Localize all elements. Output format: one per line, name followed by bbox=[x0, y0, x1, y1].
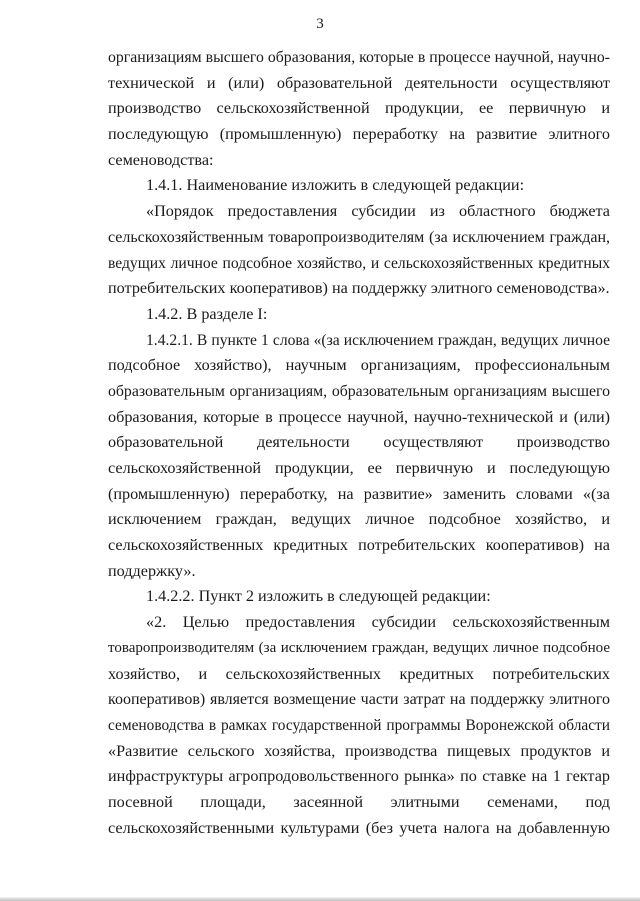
text-line: образовательной деятельности осуществляют производство bbox=[108, 433, 610, 452]
text-line: товаропроизводителям (за исключением граждан, ведущих личное подсобное bbox=[108, 639, 610, 656]
text-line: образовательным организациям, образовательным организациям высшего bbox=[108, 382, 610, 400]
text-line: потребительских кооперативов) на поддержку элитного семеноводства». bbox=[108, 279, 610, 298]
text-line: семеноводства в рамках государственной программы Воронежской области bbox=[108, 716, 610, 734]
text-line: инфраструктуры агропродовольственного рынка» по ставке на 1 гектар bbox=[108, 767, 610, 786]
text-line: сельскохозяйственных кредитных потребительских кооперативов) на bbox=[108, 536, 610, 555]
text-line: «Порядок предоставления субсидии из областного бюджета bbox=[146, 202, 610, 221]
text-line: 1.4.1. Наименование изложить в следующей редакции: bbox=[146, 176, 525, 195]
text-line: 1.4.2.2. Пункт 2 изложить в следующей редакции: bbox=[146, 587, 491, 606]
text-line: ведущих личное подсобное хозяйство, и сельскохозяйственных кредитных bbox=[108, 254, 610, 272]
text-line: «Развитие сельского хозяйства, производства пищевых продуктов и bbox=[108, 741, 610, 760]
text-line: кооперативов) является возмещение части затрат на поддержку элитного bbox=[108, 691, 610, 709]
text-line: (промышленную) переработку, на развитие» заменить словами «(за bbox=[108, 484, 610, 503]
text-line: семеноводства: bbox=[108, 150, 214, 169]
text-line: 1.4.2. В разделе I: bbox=[146, 304, 268, 323]
text-line: поддержку». bbox=[108, 561, 196, 580]
text-line: производство сельскохозяйственной продукции, ее первичную и bbox=[108, 99, 610, 118]
text-line: сельскохозяйственной продукции, ее первичную и последующую bbox=[108, 459, 610, 477]
scan-bottom-edge bbox=[0, 897, 640, 901]
text-line: организациям высшего образования, которые в процессе научной, научно- bbox=[108, 49, 610, 66]
text-line: хозяйство, и сельскохозяйственных кредитных потребительских bbox=[108, 664, 610, 683]
text-line: исключением граждан, ведущих личное подсобное хозяйство, и bbox=[108, 510, 610, 529]
text-line: сельскохозяйственными культурами (без учета налога на добавленную bbox=[108, 818, 610, 837]
text-line: образования, которые в процессе научной, научно-технической и (или) bbox=[108, 407, 610, 426]
page-number: 3 bbox=[316, 16, 324, 32]
text-line: сельскохозяйственным товаропроизводителям (за исключением граждан, bbox=[108, 228, 610, 246]
document-body bbox=[108, 45, 610, 841]
text-line: последующую (промышленную) переработку на развитие элитного bbox=[108, 125, 610, 144]
text-line: 1.4.2.1. В пункте 1 слова «(за исключением граждан, ведущих личное bbox=[146, 331, 610, 349]
text-line: посевной площади, засеянной элитными семенами, под bbox=[108, 792, 610, 811]
text-line: технической и (или) образовательной деятельности осуществляют bbox=[108, 73, 610, 92]
text-line: подсобное хозяйство), научным организациям, профессиональным bbox=[108, 356, 610, 375]
text-line: «2. Целью предоставления субсидии сельскохозяйственным bbox=[146, 613, 610, 632]
